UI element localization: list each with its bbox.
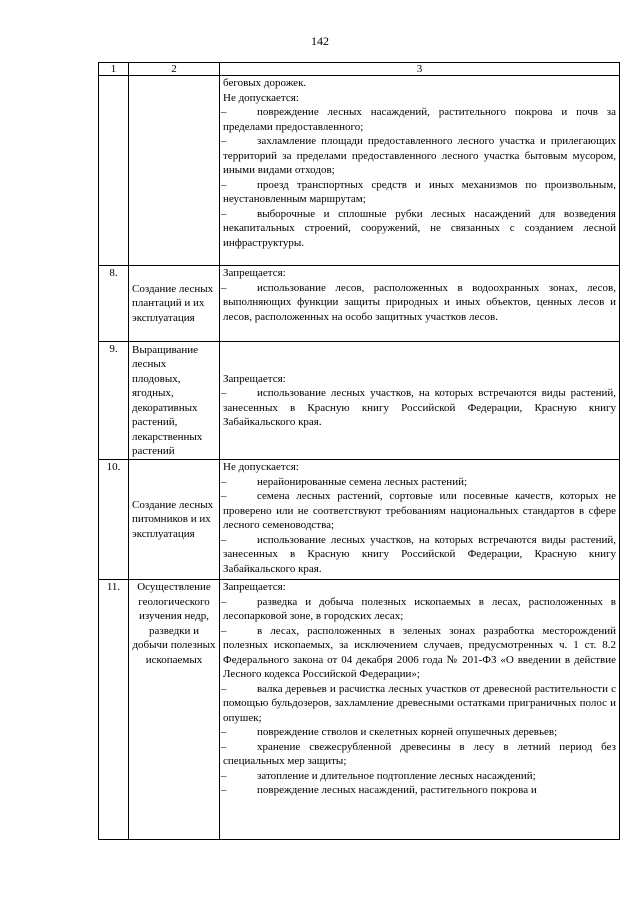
- regulations-table: [98, 62, 620, 840]
- restriction-text: использование лесов, расположенных в водоохранных зонах, лесов, выполняющих функции защиты природных и иных объектов, ценных лесов и лесов, расположенных на особо защитных участков лесов.: [223, 281, 616, 323]
- restriction-text: захламление площади предоставленного лесного участка и прилегающих территорий за пределами предоставленного лесного участка бытовым мусором, иными видами отходов;: [223, 135, 616, 176]
- table-row: [99, 580, 620, 840]
- activity-type: [129, 76, 220, 266]
- activity-type: Осуществление геологического изучения недр, разведки и добычи полезных ископаемых: [129, 580, 220, 840]
- bullet-dash: –: [221, 740, 227, 753]
- restriction-item: [223, 533, 616, 577]
- bullet-dash: –: [221, 387, 227, 399]
- restrictions-cell: [220, 460, 620, 580]
- row-number: 9.: [99, 342, 129, 460]
- page-number: 142: [311, 34, 329, 48]
- bullet-dash: –: [221, 533, 227, 546]
- row-number: 8.: [99, 266, 129, 342]
- activity-type: Выращивание лесных плодовых, ягодных, декоративных растений, лекарственных растений: [129, 342, 220, 460]
- restriction-heading: Запрещается:: [223, 267, 286, 279]
- restriction-text: повреждение лесных насаждений, растительного покрова и почв за пределами предоставленного;: [223, 106, 616, 133]
- restrictions-cell: [220, 76, 620, 266]
- bullet-dash: –: [221, 207, 227, 220]
- restriction-item: [223, 178, 616, 207]
- restrictions-cell: [220, 266, 620, 342]
- restriction-text: разведка и добыча полезных ископаемых в лесах, расположенных в лесопарковой зоне, в городских лесах;: [223, 595, 616, 622]
- restriction-item: [223, 769, 616, 784]
- restrictions-cell: [220, 580, 620, 840]
- restrictions-cell: [220, 342, 620, 460]
- table-row: [99, 460, 620, 580]
- bullet-dash: –: [221, 624, 227, 637]
- restriction-heading: беговых дорожек.: [223, 77, 307, 89]
- restriction-text: нерайонированные семена лесных растений;: [257, 475, 468, 488]
- restriction-item: [223, 682, 616, 726]
- restriction-item: [223, 725, 616, 740]
- restriction-item: [223, 386, 616, 430]
- restriction-text: в лесах, расположенных в зеленых зонах разработка месторождений полезных ископаемых, за исключением случаев, предусмотренных ч. 1 ст. 8.2 Федерального закона от 04 декабря 2006 года № 201-ФЗ «О введении в действие Лесного кодекса Российской Федерации»;: [223, 624, 616, 680]
- bullet-dash: –: [221, 490, 227, 502]
- column-number-row: [99, 63, 620, 76]
- restriction-item: [223, 740, 616, 769]
- bullet-dash: –: [221, 281, 227, 294]
- bullet-dash: –: [221, 769, 227, 782]
- restriction-text: хранение свежесрубленной древесины в лесу в летний период без специальных мер защиты;: [223, 740, 616, 767]
- bullet-dash: –: [221, 178, 227, 191]
- bullet-dash: –: [221, 784, 227, 796]
- restriction-item: [223, 207, 616, 251]
- restriction-text: валка деревьев и расчистка лесных участков от древесной растительности с помощью бульдозеров, захламление древесными остатками приграничных полос и опушек;: [223, 682, 616, 724]
- bullet-dash: –: [221, 135, 227, 147]
- restriction-heading: Не допускается:: [223, 91, 299, 104]
- restriction-item: [223, 783, 616, 798]
- restriction-item: [223, 475, 616, 490]
- restriction-heading: Не допускается:: [223, 461, 299, 473]
- restriction-heading: Запрещается:: [223, 581, 286, 593]
- bullet-dash: –: [221, 726, 227, 738]
- bullet-dash: –: [221, 475, 227, 488]
- bullet-dash: –: [221, 595, 227, 608]
- restriction-item: [223, 134, 616, 178]
- row-number: 11.: [99, 580, 129, 840]
- table-row: [99, 76, 620, 266]
- restriction-text: выборочные и сплошные рубки лесных насаждений для возведения некапитальных строений, сооружений, не связанных с созданием лесной инфраструктуры.: [223, 207, 616, 249]
- restriction-text: использование лесных участков, на которых встречаются виды растений, занесенных в Красную книгу Российской Федерации, Красную книгу Забайкальского края.: [223, 387, 616, 428]
- row-number: [99, 76, 129, 266]
- bullet-dash: –: [221, 682, 227, 695]
- restriction-text: повреждение лесных насаждений, растительного покрова и: [257, 784, 537, 796]
- bullet-dash: –: [221, 106, 227, 118]
- restriction-text: повреждение стволов и скелетных корней опушечных деревьев;: [257, 726, 558, 738]
- restriction-item: [223, 595, 616, 624]
- row-number: 10.: [99, 460, 129, 580]
- table-row: [99, 266, 620, 342]
- column-2-header: 2: [129, 63, 220, 76]
- restriction-text: использование лесных участков, на которых встречаются виды растений, занесенных в Красную книгу Российской Федерации, Красную книгу Забайкальского края.: [223, 533, 616, 575]
- restriction-text: затопление и длительное подтопление лесных насаждений;: [257, 769, 536, 782]
- table-row: [99, 342, 620, 460]
- activity-type: Создание лесных плантаций и их эксплуатация: [129, 266, 220, 342]
- restriction-item: [223, 624, 616, 682]
- column-3-header: 3: [220, 63, 620, 76]
- restriction-item: [223, 489, 616, 533]
- restriction-item: [223, 105, 616, 134]
- restriction-text: семена лесных растений, сортовые или посевные качеств, которых не проверено или не соответствуют требованиям национальных стандартов в сфере лесного семеноводства;: [223, 490, 616, 531]
- restriction-item: [223, 281, 616, 325]
- column-1-header: 1: [99, 63, 129, 76]
- restriction-text: проезд транспортных средств и иных механизмов по произвольным, неустановленным маршрутам;: [223, 178, 616, 205]
- restriction-heading: Запрещается:: [223, 372, 286, 385]
- activity-type: Создание лесных питомников и их эксплуатация: [129, 460, 220, 580]
